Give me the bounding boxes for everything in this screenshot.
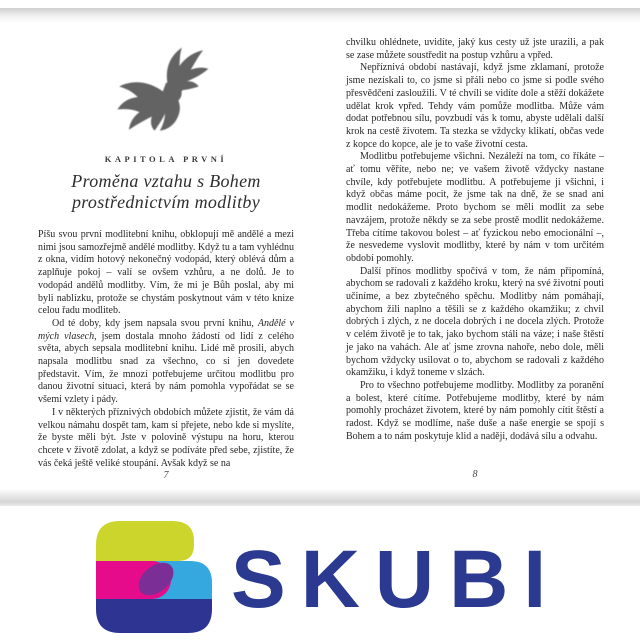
dove-illustration-wrap xyxy=(38,30,294,150)
paragraph: chvilku ohlédnete, uvidíte, jaký kus cesty už jste urazili, a pak se zase můžete soustředit na postup vzhůru a vpřed. xyxy=(346,37,604,61)
chapter-title xyxy=(38,171,294,213)
skubi-logo-icon xyxy=(96,521,212,638)
chapter-title-line2: prostřednictvím modlitby xyxy=(71,192,260,212)
paragraph: Nepříznivá období nastávají, když jsme zklamaní, protože jsme nezískali to, co jsme si přáli nebo co jsme si podle svého přesvědčení zasloužili. V té chvíli se vidíte dole a stěží dokážete udělat krok vpřed. Tehdy vám pomůže modlitba. Může vám dodat potřebnou sílu, povzbudí vás k tomu, abyste udělali další krok na cestě životem. Ta stezka se vždycky klikatí, občas vede z kopce do kopce, ale je to vaše životní cesta. xyxy=(346,62,604,150)
paragraph: Od té doby, kdy jsem napsala svou první knihu, Andělé v mých vlasech, jsem dostala mnoho žádostí od lidí z celého světa, abych sepsala modlitební knihu. Lidé mě prosili, abych napsala modlitbu snad za všechno, co si jen dovedete představit. Vím, že mnozí potřebujeme určitou modlitbu pro danou životní situaci, která by nám pomohla vypořádat se se všemi vzlety i pády. xyxy=(38,317,294,406)
page-number-right: 8 xyxy=(472,469,478,480)
left-page-text xyxy=(38,229,294,470)
paragraph: Pro to všechno potřebujeme modlitby. Modlitby za poranění a bolest, které cítíme. Potřebujeme modlitby, které by nám pomohly procházet životem, které by nám pomohly cítit štěstí a radost. Když se modlíme, naše duše a naše energie se spojí s Bohem a to nám poskytuje klid a naději, dodává sílu a odvahu. xyxy=(346,379,604,442)
top-edge-shadow xyxy=(0,8,640,23)
page-number-left: 7 xyxy=(163,470,169,481)
paragraph: Modlitbu potřebujeme všichni. Nezáleží na tom, co říkáte – ať tomu věříte, nebo ne; ve vašem životě vždycky nastane chvíle, kdy potřebujete modlitbu. A potřebujeme ji všichni, i když občas máme pocit, že jsme tak na dně, že se snad ani modlit nedokážeme. Proto bychom se měli modlit za sebe navzájem, protože někdy se za sebe prostě modlit nedokážeme. Třeba cítíme takovou bolest – ať fyzickou nebo emocionální –, že nesvedeme vyslovit modlitby, které by nám v tom určitém období pomohly. xyxy=(346,151,604,264)
book-page-left xyxy=(38,30,294,470)
paragraph: Další přínos modlitby spočívá v tom, že nám připomíná, abychom se radovali z každého kroku, který na své životní pouti učiníme, a bez zbytečného spěchu. Modlitby nám pomáhají, abychom žili naplno a těšili se z každého okamžiku; z chvil dobrých i zlých, z ne docela dobrých i ne docela zlých. Protože v celém životě je to tak, jako bychom stáli na váze; i naše štěstí je jako na vahách. Ale ať jsme zrovna nahoře, nebo dole, měli bychom vždycky usilovat o to, abychom se radovali z každého okamžiku, i když toneme v slzách. xyxy=(346,265,604,379)
dove-icon xyxy=(113,44,219,136)
skubi-logo-mark xyxy=(96,521,212,633)
right-page-text xyxy=(346,37,604,444)
bottom-edge-shadow xyxy=(0,489,640,506)
paragraph: I v některých příznivých obdobích můžete zjistit, že vám dá velkou námahu dospět tam, kam si přejete, nebo kde si myslíte, že byste měli být. Jste v polovině výstupu na horu, kterou chcete v životě zdolat, a když se podíváte před sebe, zjistíte, že vás čeká ještě veliké stoupání. Avšak když se na xyxy=(38,406,294,469)
logo-navy-shape xyxy=(96,599,212,633)
book-page-right xyxy=(346,37,604,444)
logo-yellow-shape xyxy=(96,521,194,561)
paragraph: Píšu svou první modlitební knihu, obklopují mě andělé a mezi nimi jsou samozřejmě andělé modlitby. Když tu a tam vyhlédnu z okna, vidím hotový nekonečný vodopád, který oblévá dům a zaplňuje pokoj – valí se ovšem vzhůru, a ne dolů. Je to vodopád andělů modlitby. Vím, že mi je Bůh poslal, aby mi byli nablízku, protože se chystám poskytnout vám v této knize celou řadu modliteb. xyxy=(38,229,294,317)
chapter-label: KAPITOLA PRVNÍ xyxy=(104,154,228,164)
skubi-logo-text: SKUBI xyxy=(231,534,562,625)
chapter-title-line1: Proměna vztahu s Bohem xyxy=(71,171,261,191)
